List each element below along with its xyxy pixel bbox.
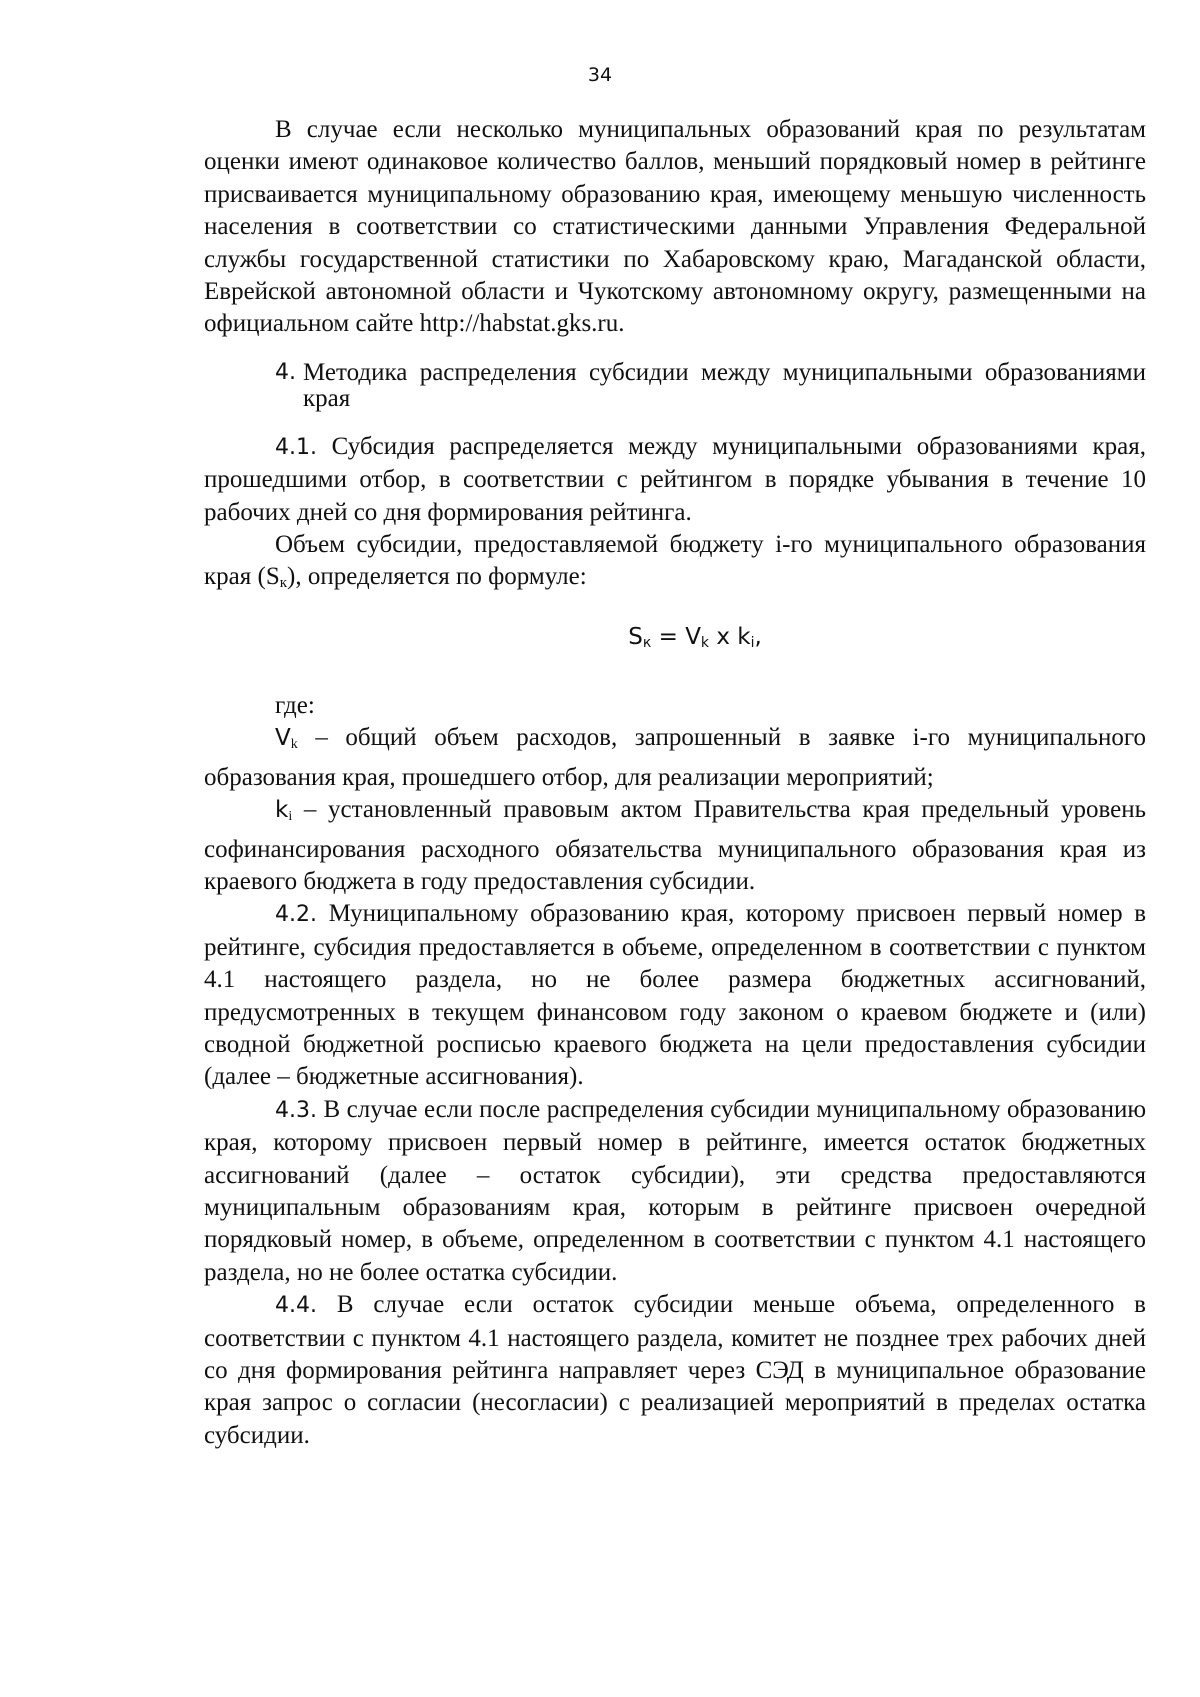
clause-4-1-text: Субсидия распределяется между муниципальными образованиями края, прошедшими отбор, в соответствии с рейтингом в порядке убывания в течение 10 рабочих дней со дня формирования рейтинга.	[204, 432, 1146, 526]
definition-vk	[204, 722, 1146, 794]
volume-text: Объем субсидии, предоставляемой бюджету i-го муниципального образования края (S	[204, 531, 1146, 591]
section-heading	[204, 360, 1146, 412]
document-body	[204, 114, 1146, 1452]
paragraph-volume-formula-intro	[204, 529, 1146, 600]
clause-4-4	[204, 1289, 1146, 1452]
formula-times: x	[709, 623, 738, 650]
clause-4-2	[204, 898, 1146, 1093]
clause-4-4-text: В случае если остаток субсидии меньше объема, определенного в соответствии с пунктом 4.1 настоящего раздела, комитет не позднее трех рабочих дней со дня формирования рейтинга направляет через СЭД в муниципальное образование края запрос о согласии (несогласии) с реализацией мероприятий в пределах остатка субсидии.	[204, 1291, 1146, 1449]
formula-eq: =	[651, 623, 686, 650]
clause-4-1-number: 4.1.	[275, 434, 317, 460]
clause-4-2-number: 4.2.	[275, 902, 317, 928]
definition-ki-sub: i	[288, 809, 293, 825]
paragraph-ranking-tie: В случае если несколько муниципальных образований края по результатам оценки имеют одинаковое количество баллов, меньший порядковый номер в рейтинге присваивается муниципальному образованию края, имеющему меньшую численность населения в соответствии со статистическими данными Управления Федеральной службы государственной статистики по Хабаровскому краю, Магаданской области, Еврейской автономной области и Чукотскому автономному округу, размещенными на официальном сайте http://habstat.gks.ru.	[204, 116, 1146, 338]
definition-vk-text: – общий объем расходов, запрошенный в заявке i-го муниципального образования края, прошедшего отбор, для реализации мероприятий;	[204, 724, 1146, 791]
clause-4-3-number: 4.3.	[275, 1097, 317, 1123]
volume-subscript: к	[279, 575, 288, 592]
clause-4-3-text: В случае если после распределения субсидии муниципальному образованию края, которому присвоен первый номер в рейтинге, имеется остаток бюджетных ассигнований (далее – остаток субсидии), эти средства предоставляются муниципальным образованиям края, которым в рейтинге присвоен очередной порядковый номер, в объеме, определенном в соответствии с пунктом 4.1 настоящего раздела, но не более остатка субсидии.	[204, 1095, 1146, 1286]
page-number: 34	[587, 64, 613, 86]
formula-s: S	[628, 623, 643, 650]
formula-k: k	[737, 623, 751, 650]
volume-tail: ), определяется по формуле:	[287, 563, 587, 591]
clause-4-1	[204, 431, 1146, 529]
formula-v: V	[685, 623, 701, 650]
definition-ki	[204, 794, 1146, 898]
formula-v-sub: k	[700, 634, 710, 651]
definition-vk-symbol: V	[275, 725, 291, 752]
clause-4-3	[204, 1094, 1146, 1289]
definition-ki-symbol: k	[275, 797, 289, 824]
formula-k-sub: i	[750, 634, 755, 651]
clause-4-4-number: 4.4.	[275, 1293, 317, 1319]
where-label: где:	[275, 691, 315, 719]
formula-s-sub: к	[642, 634, 652, 651]
section-heading-text: Методика распределения субсидии между муниципальными образованиями края	[303, 358, 1146, 412]
formula-end: ,	[754, 623, 762, 650]
definition-ki-text: – установленный правовым актом Правительства края предельный уровень софинансирования расходного обязательства муниципального образования края из краевого бюджета в году предоставления субсидии.	[204, 796, 1146, 895]
definition-vk-sub: k	[290, 737, 298, 753]
subsidy-formula	[204, 620, 1146, 660]
clause-4-2-text: Муниципальному образованию края, которому присвоен первый номер в рейтинге, субсидия предоставляется в объеме, определенном в соответствии с пунктом 4.1 настоящего раздела, но не более размера бюджетных ассигнований, предусмотренных в текущем финансовом году законом о краевом бюджете и (или) сводной бюджетной росписью краевого бюджета на цели предоставления субсидии (далее – бюджетные ассигнования).	[204, 900, 1146, 1091]
section-heading-number: 4.	[275, 359, 296, 385]
